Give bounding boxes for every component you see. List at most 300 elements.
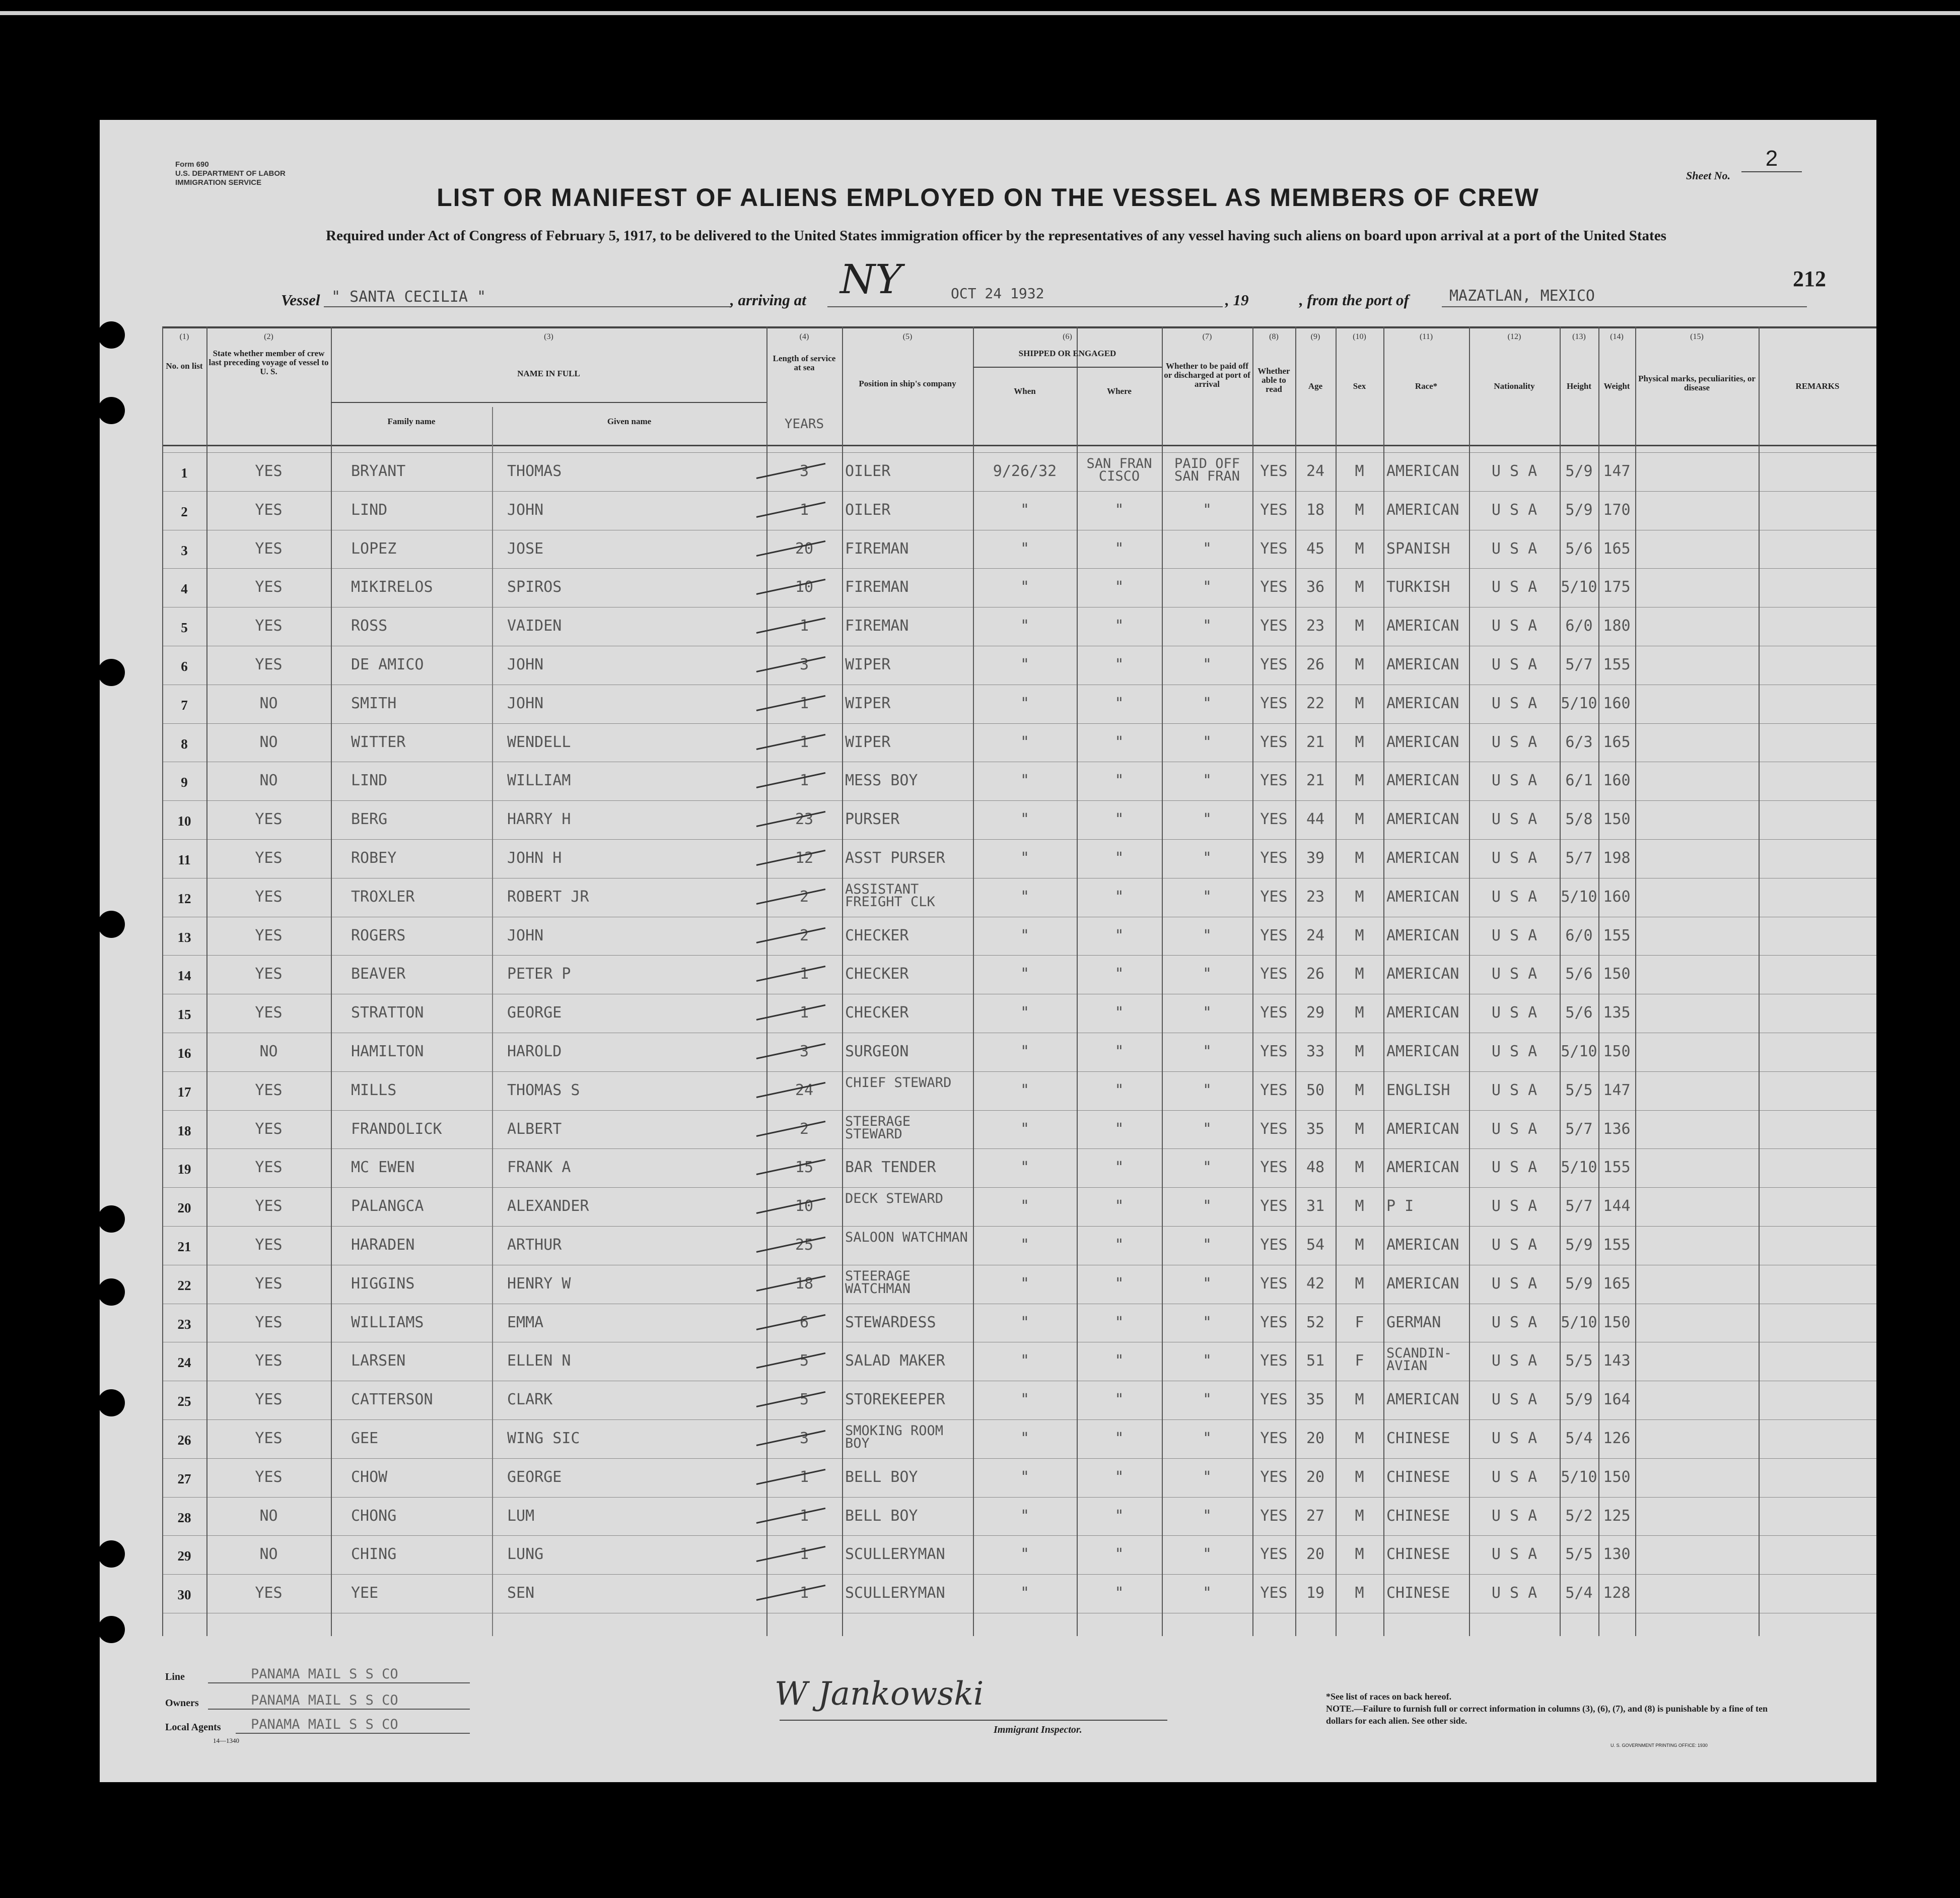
cell-weight: 165 bbox=[1603, 539, 1631, 558]
cell-prev: YES bbox=[255, 1159, 283, 1177]
cell-read: YES bbox=[1260, 1043, 1288, 1060]
cell-sex: M bbox=[1355, 1545, 1364, 1564]
cell-race: AMERICAN bbox=[1386, 501, 1459, 519]
cell-prev: YES bbox=[255, 965, 283, 983]
column-divider bbox=[1383, 326, 1384, 1636]
cell-race: AMERICAN bbox=[1386, 965, 1459, 983]
cell-race: P I bbox=[1386, 1197, 1414, 1215]
cell-race: SCANDIN- AVIAN bbox=[1386, 1345, 1452, 1374]
cell-where: " bbox=[1114, 1120, 1124, 1138]
column-subheader: When bbox=[1014, 386, 1036, 396]
cell-where: " bbox=[1114, 1197, 1124, 1215]
row-number: 1 bbox=[181, 465, 188, 481]
cell-when: " bbox=[1020, 1507, 1030, 1525]
cell-height: 5/10 bbox=[1561, 1313, 1597, 1331]
cell-height: 5/9 bbox=[1565, 462, 1593, 480]
cell-nat: U S A bbox=[1491, 1584, 1537, 1602]
row-number: 10 bbox=[177, 814, 191, 829]
cell-paid: " bbox=[1202, 656, 1212, 673]
header-bottom-border bbox=[162, 445, 1876, 446]
cell-weight: 147 bbox=[1603, 462, 1631, 480]
cell-position: WIPER bbox=[845, 694, 891, 712]
cell-height: 5/10 bbox=[1561, 888, 1597, 906]
cell-where: " bbox=[1114, 1159, 1124, 1177]
cell-position: SURGEON bbox=[845, 1043, 909, 1060]
cell-given: JOSE bbox=[507, 539, 544, 558]
column-divider bbox=[842, 326, 843, 1636]
cell-weight: 175 bbox=[1603, 578, 1631, 596]
cell-weight: 160 bbox=[1603, 888, 1631, 906]
cell-age: 50 bbox=[1306, 1081, 1325, 1099]
cell-years: 1 bbox=[799, 1468, 809, 1486]
cell-age: 45 bbox=[1306, 539, 1325, 558]
cell-sex: M bbox=[1355, 501, 1364, 519]
cell-age: 26 bbox=[1306, 656, 1325, 673]
vessel-name: " SANTA CECILIA " bbox=[331, 288, 486, 306]
cell-nat: U S A bbox=[1491, 578, 1537, 596]
cell-given: CLARK bbox=[507, 1391, 553, 1409]
cell-height: 5/9 bbox=[1565, 501, 1593, 519]
line-label: Line bbox=[165, 1671, 185, 1682]
cell-given: HARRY H bbox=[507, 810, 571, 829]
row-number: 27 bbox=[177, 1471, 191, 1486]
cell-read: YES bbox=[1260, 1584, 1288, 1602]
cell-years: 1 bbox=[799, 501, 809, 519]
shipped-header-split bbox=[973, 367, 1162, 368]
cell-weight: 160 bbox=[1603, 772, 1631, 790]
cell-read: YES bbox=[1260, 1081, 1288, 1099]
cell-paid: " bbox=[1202, 965, 1212, 983]
cell-prev: NO bbox=[259, 1043, 278, 1060]
cell-family: BRYANT bbox=[351, 462, 406, 480]
cell-read: YES bbox=[1260, 578, 1288, 596]
cell-position: ASST PURSER bbox=[845, 849, 945, 867]
cell-height: 5/8 bbox=[1565, 810, 1593, 829]
cell-family: BEAVER bbox=[351, 965, 406, 983]
cell-family: YEE bbox=[351, 1584, 379, 1602]
cell-prev: YES bbox=[255, 578, 283, 596]
row-divider bbox=[162, 1458, 1876, 1459]
column-header: Height bbox=[1566, 381, 1592, 391]
cell-years: 15 bbox=[795, 1159, 814, 1177]
column-number: (14) bbox=[1610, 332, 1624, 341]
cell-where: " bbox=[1114, 1545, 1124, 1564]
row-number: 2 bbox=[181, 504, 188, 519]
cell-read: YES bbox=[1260, 539, 1288, 558]
column-divider bbox=[331, 326, 332, 1636]
cell-position: BAR TENDER bbox=[845, 1159, 936, 1177]
column-subheader: Family name bbox=[387, 417, 436, 426]
column-divider bbox=[1759, 326, 1760, 1636]
cell-paid: " bbox=[1202, 888, 1212, 906]
cell-nat: U S A bbox=[1491, 1391, 1537, 1409]
cell-race: AMERICAN bbox=[1386, 772, 1459, 790]
row-divider bbox=[162, 1148, 1876, 1149]
cell-weight: 180 bbox=[1603, 617, 1631, 635]
cell-prev: YES bbox=[255, 1120, 283, 1138]
cell-family: MIKIRELOS bbox=[351, 578, 433, 596]
table-top-border bbox=[162, 326, 1876, 328]
cell-where: " bbox=[1114, 578, 1124, 596]
cell-weight: 150 bbox=[1603, 810, 1631, 829]
cell-prev: YES bbox=[255, 1391, 283, 1409]
column-header: Nationality bbox=[1494, 381, 1535, 391]
cell-nat: U S A bbox=[1491, 926, 1537, 944]
cell-position: SMOKING ROOM BOY bbox=[845, 1423, 944, 1451]
cell-age: 23 bbox=[1306, 888, 1325, 906]
cell-race: ENGLISH bbox=[1386, 1081, 1450, 1099]
agents-value: PANAMA MAIL S S CO bbox=[251, 1717, 398, 1732]
cell-height: 5/10 bbox=[1561, 1468, 1597, 1486]
cell-where: " bbox=[1114, 772, 1124, 790]
cell-where: " bbox=[1114, 733, 1124, 751]
cell-given: PETER P bbox=[507, 965, 571, 983]
page-title: LIST OR MANIFEST OF ALIENS EMPLOYED ON THE VESSEL AS MEMBERS OF CREW bbox=[437, 183, 1539, 212]
cell-position: OILER bbox=[845, 501, 891, 519]
cell-race: AMERICAN bbox=[1386, 849, 1459, 867]
cell-age: 24 bbox=[1306, 462, 1325, 480]
department-name: U.S. DEPARTMENT OF LABOR bbox=[175, 169, 286, 178]
cell-read: YES bbox=[1260, 694, 1288, 712]
cell-paid: " bbox=[1202, 1159, 1212, 1177]
cell-race: AMERICAN bbox=[1386, 1236, 1459, 1254]
cell-height: 6/0 bbox=[1565, 926, 1593, 944]
cell-read: YES bbox=[1260, 617, 1288, 635]
cell-height: 5/10 bbox=[1561, 1159, 1597, 1177]
cell-given: SPIROS bbox=[507, 578, 562, 596]
row-divider bbox=[162, 1535, 1876, 1536]
cell-position: BELL BOY bbox=[845, 1507, 918, 1525]
cell-paid: " bbox=[1202, 501, 1212, 519]
cell-sex: F bbox=[1355, 1352, 1364, 1370]
cell-read: YES bbox=[1260, 1236, 1288, 1254]
line-value: PANAMA MAIL S S CO bbox=[251, 1666, 398, 1682]
races-note: *See list of races on back hereof. bbox=[1326, 1691, 1452, 1702]
cell-paid: " bbox=[1202, 926, 1212, 944]
cell-paid: " bbox=[1202, 772, 1212, 790]
cell-race: AMERICAN bbox=[1386, 1159, 1459, 1177]
cell-given: JOHN bbox=[507, 694, 544, 712]
cell-sex: M bbox=[1355, 772, 1364, 790]
cell-years: 3 bbox=[799, 656, 809, 673]
cell-family: CATTERSON bbox=[351, 1391, 433, 1409]
cell-race: AMERICAN bbox=[1386, 1391, 1459, 1409]
cell-given: GEORGE bbox=[507, 1004, 562, 1022]
cell-where: " bbox=[1114, 1430, 1124, 1447]
cell-family: WILLIAMS bbox=[351, 1313, 424, 1331]
cell-where: " bbox=[1114, 1584, 1124, 1602]
cell-years: 2 bbox=[799, 1120, 809, 1138]
cell-position: FIREMAN bbox=[845, 578, 909, 596]
cell-where: " bbox=[1114, 694, 1124, 712]
cell-height: 5/5 bbox=[1565, 1545, 1593, 1564]
row-number: 25 bbox=[177, 1394, 191, 1409]
crew-manifest-table bbox=[162, 326, 1876, 1636]
cell-weight: 160 bbox=[1603, 694, 1631, 712]
cell-position: STEERAGE STEWARD bbox=[845, 1113, 911, 1142]
cell-years: 1 bbox=[799, 733, 809, 751]
cell-given: THOMAS S bbox=[507, 1081, 580, 1099]
cell-when: " bbox=[1020, 1197, 1030, 1215]
cell-given: HAROLD bbox=[507, 1043, 562, 1060]
cell-position: DECK STEWARD bbox=[845, 1191, 944, 1207]
cell-sex: M bbox=[1355, 849, 1364, 867]
cell-read: YES bbox=[1260, 965, 1288, 983]
cell-when: " bbox=[1020, 656, 1030, 673]
cell-age: 27 bbox=[1306, 1507, 1325, 1525]
cell-age: 36 bbox=[1306, 578, 1325, 596]
cell-when: " bbox=[1020, 965, 1030, 983]
cell-race: AMERICAN bbox=[1386, 1004, 1459, 1022]
cell-height: 5/6 bbox=[1565, 965, 1593, 983]
cell-age: 20 bbox=[1306, 1545, 1325, 1564]
cell-sex: M bbox=[1355, 1274, 1364, 1293]
cell-years: 2 bbox=[799, 926, 809, 944]
cell-paid: " bbox=[1202, 1391, 1212, 1409]
cell-where: " bbox=[1114, 1468, 1124, 1486]
row-divider bbox=[162, 839, 1876, 840]
cell-weight: 150 bbox=[1603, 1313, 1631, 1331]
inspector-label: Immigrant Inspector. bbox=[994, 1724, 1082, 1735]
cell-prev: YES bbox=[255, 1352, 283, 1370]
cell-years: 1 bbox=[799, 1507, 809, 1525]
from-port-label: , from the port of bbox=[1299, 291, 1409, 309]
cell-sex: M bbox=[1355, 539, 1364, 558]
cell-position: FIREMAN bbox=[845, 539, 909, 558]
cell-years: 1 bbox=[799, 1004, 809, 1022]
cell-sex: M bbox=[1355, 1507, 1364, 1525]
cell-given: ELLEN N bbox=[507, 1352, 571, 1370]
cell-prev: NO bbox=[259, 733, 278, 751]
cell-nat: U S A bbox=[1491, 1081, 1537, 1099]
punch-hole bbox=[98, 659, 125, 686]
cell-read: YES bbox=[1260, 1430, 1288, 1447]
cell-given: ARTHUR bbox=[507, 1236, 562, 1254]
column-header: Length of service at sea bbox=[773, 354, 836, 372]
cell-nat: U S A bbox=[1491, 694, 1537, 712]
row-divider bbox=[162, 955, 1876, 956]
cell-years: 23 bbox=[795, 810, 814, 829]
cell-weight: 126 bbox=[1603, 1430, 1631, 1447]
cell-family: LARSEN bbox=[351, 1352, 406, 1370]
row-number: 6 bbox=[181, 659, 188, 674]
cell-nat: U S A bbox=[1491, 462, 1537, 480]
cell-sex: M bbox=[1355, 1584, 1364, 1602]
cell-weight: 165 bbox=[1603, 1274, 1631, 1293]
owners-value: PANAMA MAIL S S CO bbox=[251, 1692, 398, 1708]
row-divider bbox=[162, 1187, 1876, 1188]
scan-border-line bbox=[0, 11, 1960, 15]
column-header: No. on list bbox=[166, 361, 203, 371]
cell-height: 5/7 bbox=[1565, 1197, 1593, 1215]
cell-where: " bbox=[1114, 1507, 1124, 1525]
cell-prev: YES bbox=[255, 1274, 283, 1293]
cell-prev: NO bbox=[259, 1507, 278, 1525]
cell-weight: 150 bbox=[1603, 1468, 1631, 1486]
cell-age: 29 bbox=[1306, 1004, 1325, 1022]
row-number: 5 bbox=[181, 620, 188, 636]
column-number: (4) bbox=[799, 332, 809, 341]
column-header: Position in ship's company bbox=[859, 379, 956, 388]
cell-race: AMERICAN bbox=[1386, 1043, 1459, 1060]
cell-sex: M bbox=[1355, 888, 1364, 906]
cell-years: 3 bbox=[799, 462, 809, 480]
year-label: , 19 bbox=[1225, 291, 1249, 309]
row-number: 18 bbox=[177, 1123, 191, 1138]
cell-read: YES bbox=[1260, 1159, 1288, 1177]
cell-where: " bbox=[1114, 1313, 1124, 1331]
cell-where: " bbox=[1114, 1274, 1124, 1293]
cell-when: " bbox=[1020, 888, 1030, 906]
cell-weight: 130 bbox=[1603, 1545, 1631, 1564]
cell-position: CHECKER bbox=[845, 926, 909, 944]
side-number: 212 bbox=[1793, 266, 1826, 291]
cell-position: CHECKER bbox=[845, 965, 909, 983]
cell-nat: U S A bbox=[1491, 1274, 1537, 1293]
cell-read: YES bbox=[1260, 926, 1288, 944]
punch-hole bbox=[98, 1389, 125, 1416]
cell-race: AMERICAN bbox=[1386, 888, 1459, 906]
printer-mark: U. S. GOVERNMENT PRINTING OFFICE: 1930 bbox=[1611, 1743, 1708, 1748]
cell-prev: YES bbox=[255, 617, 283, 635]
cell-position: FIREMAN bbox=[845, 617, 909, 635]
cell-weight: 150 bbox=[1603, 1043, 1631, 1060]
cell-sex: M bbox=[1355, 578, 1364, 596]
cell-position: STEWARDESS bbox=[845, 1313, 936, 1331]
cell-race: AMERICAN bbox=[1386, 656, 1459, 673]
cell-height: 5/6 bbox=[1565, 539, 1593, 558]
cell-sex: M bbox=[1355, 1430, 1364, 1447]
cell-age: 35 bbox=[1306, 1120, 1325, 1138]
cell-where: " bbox=[1114, 539, 1124, 558]
cell-race: CHINESE bbox=[1386, 1584, 1450, 1602]
cell-prev: YES bbox=[255, 849, 283, 867]
cell-read: YES bbox=[1260, 1507, 1288, 1525]
cell-race: SPANISH bbox=[1386, 539, 1450, 558]
cell-weight: 136 bbox=[1603, 1120, 1631, 1138]
cell-where: " bbox=[1114, 1352, 1124, 1370]
cell-weight: 144 bbox=[1603, 1197, 1631, 1215]
owners-label: Owners bbox=[165, 1698, 199, 1709]
cell-age: 51 bbox=[1306, 1352, 1325, 1370]
cell-sex: M bbox=[1355, 810, 1364, 829]
row-number: 4 bbox=[181, 581, 188, 597]
row-number: 21 bbox=[177, 1239, 191, 1254]
cell-age: 42 bbox=[1306, 1274, 1325, 1293]
cell-given: WENDELL bbox=[507, 733, 571, 751]
cell-prev: YES bbox=[255, 1004, 283, 1022]
column-number: (9) bbox=[1310, 332, 1320, 341]
row-divider bbox=[162, 1071, 1876, 1072]
page-subtitle: Required under Act of Congress of February 5, 1917, to be delivered to the United States immigration officer by the representatives of any vessel having such aliens on board upon arrival at a port of the United States bbox=[326, 228, 1666, 244]
cell-prev: YES bbox=[255, 656, 283, 673]
cell-where: " bbox=[1114, 849, 1124, 867]
cell-position: ASSISTANT FREIGHT CLK bbox=[845, 881, 935, 910]
row-number: 16 bbox=[177, 1046, 191, 1061]
cell-paid: " bbox=[1202, 1313, 1212, 1331]
cell-nat: U S A bbox=[1491, 1159, 1537, 1177]
cell-when: " bbox=[1020, 1468, 1030, 1486]
cell-family: CHONG bbox=[351, 1507, 397, 1525]
cell-weight: 143 bbox=[1603, 1352, 1631, 1370]
cell-prev: YES bbox=[255, 1468, 283, 1486]
cell-height: 6/0 bbox=[1565, 617, 1593, 635]
cell-age: 52 bbox=[1306, 1313, 1325, 1331]
cell-given: JOHN H bbox=[507, 849, 562, 867]
punch-hole bbox=[98, 911, 125, 938]
cell-height: 5/9 bbox=[1565, 1236, 1593, 1254]
cell-years: 3 bbox=[799, 1430, 809, 1447]
arriving-port-handwritten: NY bbox=[840, 256, 902, 303]
punch-hole bbox=[98, 1540, 125, 1568]
cell-nat: U S A bbox=[1491, 539, 1537, 558]
cell-family: SMITH bbox=[351, 694, 397, 712]
cell-family: ROBEY bbox=[351, 849, 397, 867]
cell-given: EMMA bbox=[507, 1313, 544, 1331]
row-number: 23 bbox=[177, 1316, 191, 1332]
cell-given: HENRY W bbox=[507, 1274, 571, 1293]
cell-prev: YES bbox=[255, 1081, 283, 1099]
cell-where: " bbox=[1114, 1391, 1124, 1409]
row-number: 3 bbox=[181, 543, 188, 558]
cell-sex: M bbox=[1355, 1081, 1364, 1099]
cell-family: MILLS bbox=[351, 1081, 397, 1099]
cell-position: STOREKEEPER bbox=[845, 1391, 945, 1409]
cell-sex: M bbox=[1355, 462, 1364, 480]
cell-age: 20 bbox=[1306, 1468, 1325, 1486]
cell-prev: YES bbox=[255, 1430, 283, 1447]
cell-where: " bbox=[1114, 501, 1124, 519]
cell-prev: YES bbox=[255, 810, 283, 829]
cell-position: CHIEF STEWARD bbox=[845, 1074, 952, 1091]
cell-family: WITTER bbox=[351, 733, 406, 751]
column-header: Whether able to read bbox=[1257, 366, 1290, 394]
cell-when: " bbox=[1020, 1584, 1030, 1602]
row-divider bbox=[162, 1419, 1876, 1420]
from-port: MAZATLAN, MEXICO bbox=[1449, 287, 1595, 305]
row-divider bbox=[162, 1110, 1876, 1111]
cell-race: TURKISH bbox=[1386, 578, 1450, 596]
sheet-number: 2 bbox=[1741, 146, 1802, 172]
cell-prev: YES bbox=[255, 1236, 283, 1254]
cell-family: ROSS bbox=[351, 617, 388, 635]
cell-height: 5/9 bbox=[1565, 1274, 1593, 1293]
row-divider bbox=[162, 1226, 1876, 1227]
row-number: 17 bbox=[177, 1084, 191, 1100]
cell-years: 6 bbox=[799, 1313, 809, 1331]
cell-paid: " bbox=[1202, 1352, 1212, 1370]
cell-paid: PAID OFF SAN FRAN bbox=[1174, 456, 1240, 484]
cell-age: 24 bbox=[1306, 926, 1325, 944]
cell-nat: U S A bbox=[1491, 617, 1537, 635]
cell-prev: YES bbox=[255, 888, 283, 906]
cell-given: LUM bbox=[507, 1507, 535, 1525]
column-header: State whether member of crew last preceding voyage of vessel to U. S. bbox=[208, 349, 329, 376]
cell-sex: M bbox=[1355, 1197, 1364, 1215]
cell-nat: U S A bbox=[1491, 849, 1537, 867]
cell-nat: U S A bbox=[1491, 1468, 1537, 1486]
column-header: SHIPPED OR ENGAGED bbox=[1018, 349, 1116, 358]
cell-paid: " bbox=[1202, 1274, 1212, 1293]
length-unit: YEARS bbox=[784, 417, 824, 432]
cell-when: " bbox=[1020, 926, 1030, 944]
cell-read: YES bbox=[1260, 772, 1288, 790]
cell-prev: YES bbox=[255, 539, 283, 558]
cell-race: AMERICAN bbox=[1386, 810, 1459, 829]
row-number: 30 bbox=[177, 1587, 191, 1603]
cell-height: 5/10 bbox=[1561, 1043, 1597, 1060]
cell-position: SCULLERYMAN bbox=[845, 1545, 945, 1564]
